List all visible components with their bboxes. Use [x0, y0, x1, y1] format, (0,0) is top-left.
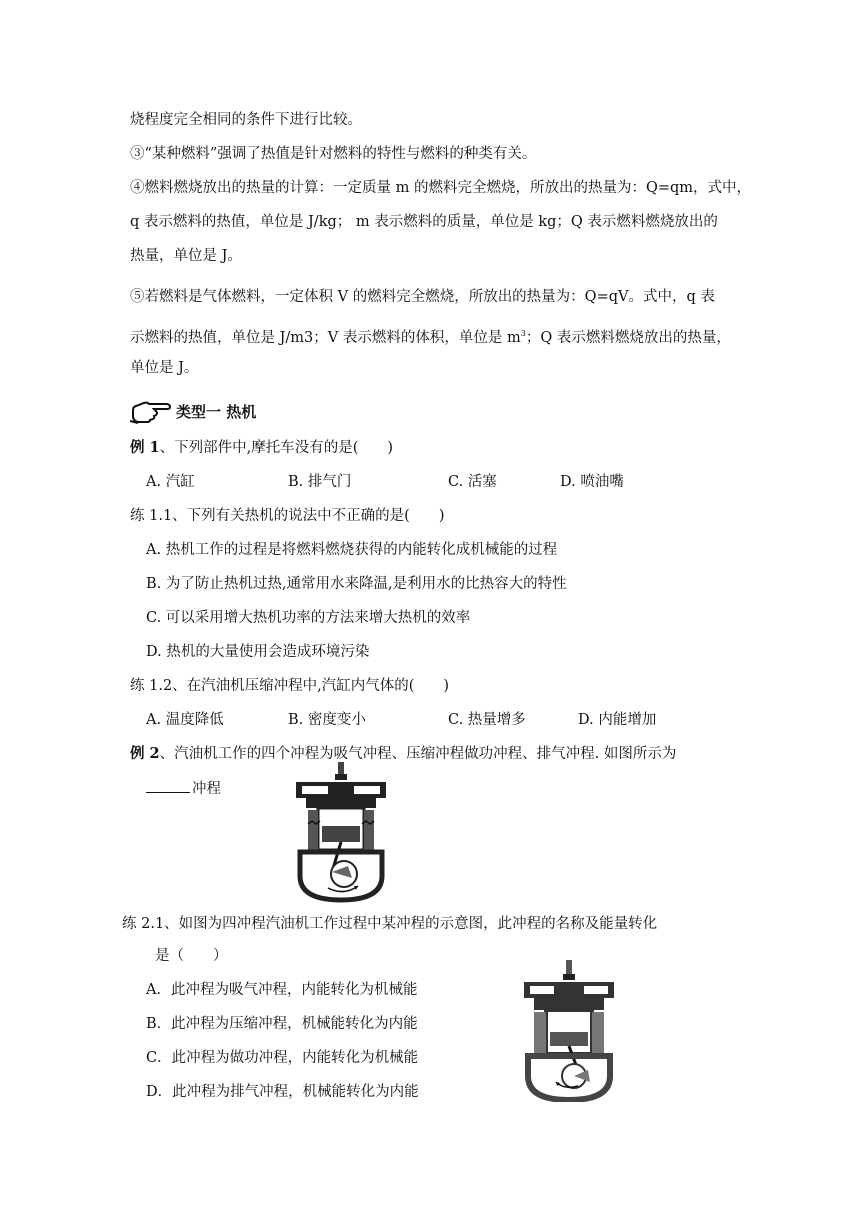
example-1-stem	[130, 438, 393, 458]
practice-1-1-option-a: A. 热机工作的过程是将燃料燃烧获得的内能转化成机械能的过程	[146, 542, 558, 558]
practice-1-1-option-b: B. 为了防止热机过热,通常用水来降温,是利用水的比热容大的特性	[146, 576, 567, 592]
practice-1-1-option-d: D. 热机的大量使用会造成环境污染	[146, 644, 370, 660]
engine-diagram-1	[288, 760, 394, 904]
option-c: C. 活塞	[448, 474, 497, 490]
option-d: D. 内能增加	[578, 712, 657, 728]
practice-2-1-option-a: A．此冲程为吸气冲程，内能转化为机械能	[146, 982, 418, 998]
unit-superscript: 3	[520, 329, 526, 338]
intro-line-7	[130, 324, 731, 348]
intro-line-7-a: 示燃料的热值，单位是 J/m3；V 表示燃料的体积，单位是 m	[130, 329, 521, 346]
section-heading	[130, 396, 256, 426]
practice-1-1-stem: 练 1.1、下列有关热机的说法中不正确的是( )	[130, 508, 445, 524]
example-1-text: 、下列部件中,摩托车没有的是( )	[159, 440, 394, 456]
practice-2-1-option-d: D．此冲程为排气冲程，机械能转化为内能	[146, 1084, 419, 1100]
example-2-tail	[146, 778, 221, 799]
option-a: A. 温度降低	[146, 712, 224, 728]
intro-line-2: ③“某种燃料”强调了热值是针对燃料的特性与燃料的种类有关。	[130, 146, 537, 162]
example-1-label: 例 1	[130, 439, 160, 456]
practice-2-1-stem: 练 2.1、如图为四冲程汽油机工作过程中某冲程的示意图，此冲程的名称及能量转化	[122, 916, 658, 932]
pointing-hand-icon	[130, 397, 174, 425]
practice-1-2-stem: 练 1.2、在汽油机压缩冲程中,汽缸内气体的( )	[130, 678, 450, 694]
example-2-text: 、汽油机工作的四个冲程为吸气冲程、压缩冲程做功冲程、排气冲程. 如图所示为	[159, 746, 677, 762]
intro-line-3: ④燃料燃烧放出的热量的计算：一定质量 m 的燃料完全燃烧，所放出的热量为：Q=qm，式中，	[130, 180, 752, 196]
intro-line-6: ⑤若燃料是气体燃料，一定体积 V 的燃料完全燃烧，所放出的热量为：Q=qV。式中，q 表	[130, 289, 715, 305]
intro-line-1: 烧程度完全相同的条件下进行比较。	[130, 112, 362, 128]
answer-blank	[146, 778, 190, 793]
option-c: C. 热量增多	[448, 712, 526, 728]
option-b: B. 排气门	[288, 474, 352, 490]
option-d: D. 喷油嘴	[560, 474, 624, 490]
example-2-label: 例 2	[130, 745, 160, 762]
practice-1-1-option-c: C. 可以采用增大热机功率的方法来增大热机的效率	[146, 610, 471, 626]
section-title: 类型一 热机	[176, 402, 257, 421]
intro-line-4: q 表示燃料的热值，单位是 J/kg； m 表示燃料的质量，单位是 kg；Q 表示燃料燃烧放出的	[130, 214, 718, 230]
engine-diagram-2	[518, 958, 620, 1102]
option-b: B. 密度变小	[288, 712, 366, 728]
practice-2-1-option-c: C．此冲程为做功冲程，内能转化为机械能	[146, 1050, 419, 1066]
intro-line-7-b: ；Q 表示燃料燃烧放出的热量，	[525, 329, 731, 346]
intro-line-5: 热量，单位是 J。	[130, 248, 242, 264]
intro-line-8: 单位是 J。	[130, 360, 199, 376]
example-2-tail-text: 冲程	[192, 781, 221, 797]
practice-2-1-option-b: B．此冲程为压缩冲程，机械能转化为内能	[146, 1016, 418, 1032]
practice-2-1-stem-2: 是（ ）	[155, 948, 228, 964]
option-a: A. 汽缸	[146, 474, 195, 490]
example-2-stem	[130, 744, 676, 764]
